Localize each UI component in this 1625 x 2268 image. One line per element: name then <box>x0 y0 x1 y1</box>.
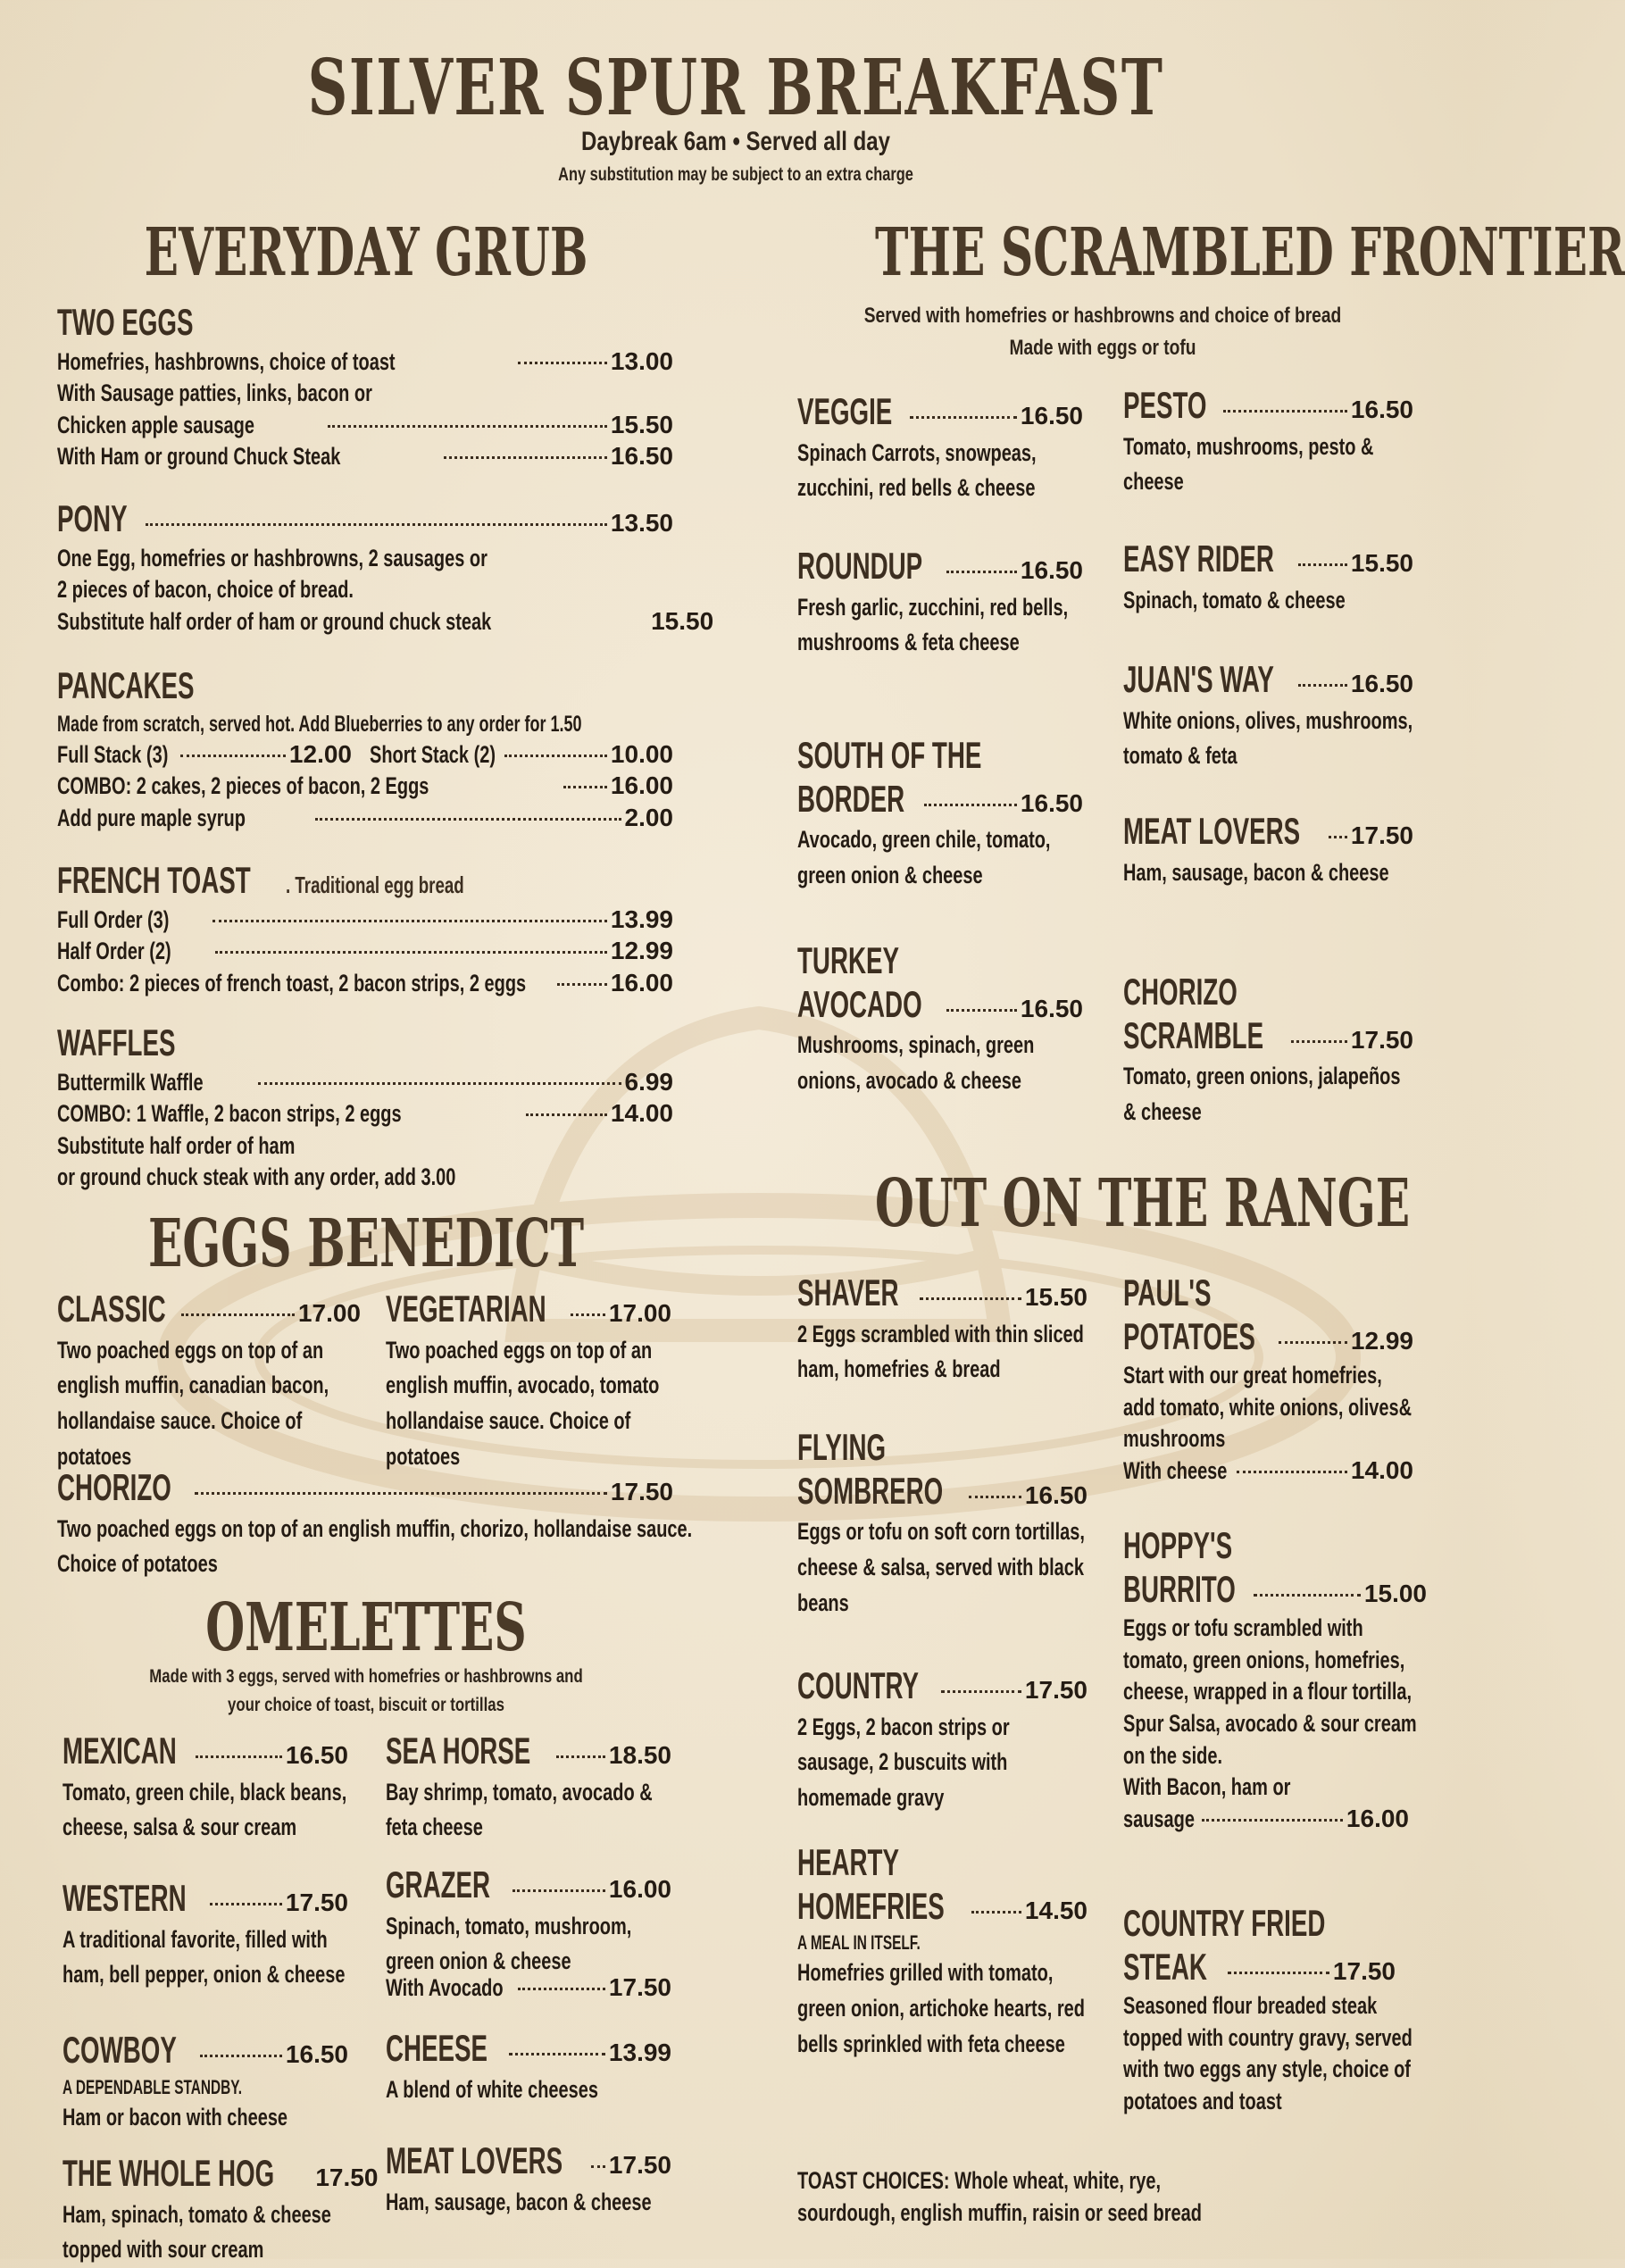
item-name: AVOCADO <box>797 981 922 1029</box>
item-line: With Bacon, ham or <box>1123 1772 1290 1804</box>
item-subtitle: . Traditional egg bread <box>286 871 464 899</box>
item-name: CHORIZO <box>57 1464 171 1512</box>
item-price: 12.99 <box>611 937 673 965</box>
item-description: Tomato, green chile, black beans, cheese, salsa & sour cream <box>62 1775 348 1847</box>
menu-item-western <box>62 1875 348 1993</box>
item-price: 17.50 <box>1351 1026 1413 1055</box>
toast-choices <box>797 2165 1422 2229</box>
menu-item-vegetarian <box>386 1286 671 1475</box>
item-price: 17.50 <box>611 1478 673 1506</box>
item-line: COMBO: 1 Waffle, 2 bacon strips, 2 eggs <box>57 1098 402 1130</box>
item-price: 16.50 <box>1021 789 1083 818</box>
item-price: 16.50 <box>1025 1481 1088 1510</box>
item-price: 16.50 <box>286 1741 348 1770</box>
item-price: 16.50 <box>1021 402 1083 430</box>
section-eggs-benedict: EGGS BENEDICT <box>141 1205 590 1282</box>
item-line: With Ham or ground Chuck Steak <box>57 441 340 473</box>
item-line: With Sausage patties, links, bacon or <box>57 378 372 410</box>
item-line: Buttermilk Waffle <box>57 1067 204 1099</box>
item-line: With Avocado <box>386 1972 504 2005</box>
item-line: Homefries, hashbrowns, choice of toast <box>57 346 396 379</box>
item-description: Tomato, green onions, jalapeños & cheese <box>1123 1059 1413 1130</box>
item-price: 6.99 <box>625 1068 674 1096</box>
item-name: HOMEFRIES <box>797 1883 945 1930</box>
menu-item-pesto <box>1123 382 1413 500</box>
item-price: 15.50 <box>611 411 673 439</box>
item-price: 13.99 <box>611 905 673 934</box>
item-price: 17.00 <box>609 1299 671 1328</box>
item-price: 12.00 <box>289 740 352 769</box>
item-price: 17.50 <box>315 2164 378 2192</box>
menu-item-cowboy <box>62 2027 348 2135</box>
item-name: VEGGIE <box>797 388 892 436</box>
menu-item-cheese <box>386 2025 671 2107</box>
item-price: 10.00 <box>611 740 673 769</box>
item-price: 17.50 <box>1351 821 1413 850</box>
item-price: 15.50 <box>1351 549 1413 578</box>
item-description: Bay shrimp, tomato, avocado & feta cheese <box>386 1775 671 1847</box>
item-name: ROUNDUP <box>797 543 922 590</box>
item-price: 13.50 <box>611 509 673 538</box>
menu-item-pony <box>57 496 673 638</box>
item-line: COMBO: 2 cakes, 2 pieces of bacon, 2 Eggs <box>57 771 429 803</box>
omelettes-note <box>102 1663 630 1719</box>
menu-item-chorizo-scramble <box>1123 969 1413 1130</box>
item-name: COUNTRY <box>797 1663 919 1710</box>
menu-item-classic <box>57 1286 361 1475</box>
item-price: 16.00 <box>611 969 673 997</box>
item-price: 16.50 <box>611 442 673 471</box>
item-name: SHAVER <box>797 1270 898 1317</box>
menu-item-pauls-potatoes <box>1123 1270 1413 1488</box>
item-description: A traditional favorite, filled with ham, bell pepper, onion & cheese <box>62 1922 348 1994</box>
menu-item-turkey-avocado <box>797 938 1083 1099</box>
item-price: 16.00 <box>609 1875 671 1904</box>
item-line: Half Order (2) <box>57 936 171 968</box>
item-price: 16.50 <box>1021 556 1083 585</box>
menu-item-hoppys-burrito <box>1123 1522 1427 1835</box>
menu-item-waffles <box>57 1020 673 1194</box>
item-name: PESTO <box>1123 382 1206 429</box>
menu-item-country-fried-steak <box>1123 1900 1427 2118</box>
menu-item-french-toast <box>57 857 673 999</box>
scrambled-note <box>835 300 1371 364</box>
menu-item-whole-hog <box>62 2150 348 2268</box>
item-description: Two poached eggs on top of an english muffin, canadian bacon, hollandaise sauce. Choice of potatoes <box>57 1333 361 1476</box>
item-name: POTATOES <box>1123 1313 1255 1361</box>
item-name: JUAN'S WAY <box>1123 656 1274 704</box>
item-line: Substitute half order of ham or ground chuck steak <box>57 606 491 638</box>
item-name: VEGETARIAN <box>386 1286 546 1333</box>
item-price: 13.00 <box>611 347 673 376</box>
item-name: PAUL'S <box>1123 1270 1315 1317</box>
toast-line: TOAST CHOICES: Whole wheat, white, rye, <box>797 2165 1161 2197</box>
item-name: WESTERN <box>62 1875 187 1922</box>
item-price: 13.99 <box>609 2039 671 2067</box>
item-price: 14.00 <box>1351 1456 1413 1485</box>
item-description: Two poached eggs on top of an english muffin, chorizo, hollandaise sauce. Choice of potatoes <box>57 1512 696 1583</box>
item-price: 16.50 <box>1351 396 1413 424</box>
section-out-on-the-range: OUT ON THE RANGE <box>875 1165 1330 1242</box>
section-everyday-grub: EVERYDAY GRUB <box>141 214 590 291</box>
item-price: 14.00 <box>611 1099 673 1128</box>
menu-item-veggie <box>797 388 1083 506</box>
item-price: 17.00 <box>298 1299 361 1328</box>
item-description: Ham, spinach, tomato & cheese topped with sour cream <box>62 2197 348 2268</box>
item-name: SCRAMBLE <box>1123 1013 1263 1060</box>
item-line: With cheese <box>1123 1455 1227 1488</box>
item-price: 12.99 <box>1351 1327 1413 1355</box>
item-name: MEAT LOVERS <box>386 2138 562 2185</box>
item-line: Short Stack (2) <box>370 739 496 771</box>
item-name: WAFFLES <box>57 1020 463 1067</box>
item-name: SOUTH OF THE <box>797 732 986 780</box>
menu-item-easy-rider <box>1123 536 1413 618</box>
item-description: Seasoned flour breaded steak topped with country gravy, served with two eggs any style, choice of potatoes and toast <box>1123 1990 1427 2118</box>
item-line: or ground chuck steak with any order, add 3.00 <box>57 1162 455 1194</box>
item-name: GRAZER <box>386 1862 490 1909</box>
item-description: Ham or bacon with cheese <box>62 2100 348 2136</box>
item-name: BORDER <box>797 776 904 823</box>
item-line: Add pure maple syrup <box>57 803 246 835</box>
menu-item-grazer <box>386 1862 671 2005</box>
item-note: Made from scratch, served hot. Add Blueberries to any order for 1.50 <box>57 710 581 739</box>
item-name: TURKEY <box>797 938 986 985</box>
item-price: 17.50 <box>609 1973 671 2002</box>
menu-item-country <box>797 1663 1088 1816</box>
item-tag: A DEPENDABLE STANDBY. <box>62 2074 242 2100</box>
item-name: PONY <box>57 496 128 543</box>
note-line: your choice of toast, biscuit or tortillas <box>102 1691 630 1720</box>
item-price: 16.50 <box>286 2040 348 2069</box>
item-name: BURRITO <box>1123 1566 1236 1613</box>
item-description: Tomato, mushrooms, pesto & cheese <box>1123 429 1413 501</box>
item-price: 14.50 <box>1025 1897 1088 1925</box>
item-price: 16.00 <box>1346 1805 1409 1833</box>
menu-item-hearty-homefries <box>797 1839 1088 2063</box>
item-line: Full Stack (3) <box>57 739 168 771</box>
item-description: Start with our great homefries, add tomato, white onions, olives& mushrooms <box>1123 1360 1413 1455</box>
item-name: COWBOY <box>62 2027 177 2074</box>
item-description: Fresh garlic, zucchini, red bells, mushrooms & feta cheese <box>797 590 1083 662</box>
item-name: CLASSIC <box>57 1286 166 1333</box>
item-name: COUNTRY FRIED <box>1123 1900 1323 1947</box>
item-description: Homefries grilled with tomato, green onion, artichoke hearts, red bells sprinkled with feta cheese <box>797 1955 1088 2063</box>
menu-item-pancakes <box>57 663 673 834</box>
item-price: 15.50 <box>651 607 713 636</box>
menu-title: SILVER SPUR BREAKFAST <box>206 43 1266 133</box>
item-description: A blend of white cheeses <box>386 2072 671 2108</box>
item-price: 15.50 <box>1025 1283 1088 1312</box>
item-name: MEXICAN <box>62 1728 177 1775</box>
item-description: Spinach, tomato & cheese <box>1123 583 1413 619</box>
substitution-note: Any substitution may be subject to an extra charge <box>162 164 1309 186</box>
item-name: PANCAKES <box>57 663 463 710</box>
item-name: FLYING <box>797 1424 989 1472</box>
note-line: Served with homefries or hashbrowns and choice of bread <box>835 300 1371 332</box>
item-name: HOPPY'S <box>1123 1522 1323 1570</box>
item-price: 16.00 <box>611 771 673 800</box>
item-name: MEAT LOVERS <box>1123 808 1300 855</box>
item-description: Spinach Carrots, snowpeas, zucchini, red bells & cheese <box>797 436 1083 507</box>
item-price: 17.50 <box>1025 1676 1088 1705</box>
item-price: 16.50 <box>1021 995 1083 1023</box>
item-line: Chicken apple sausage <box>57 410 254 442</box>
toast-line: sourdough, english muffin, raisin or seed bread <box>797 2197 1202 2230</box>
item-name: THE WHOLE HOG <box>62 2150 274 2197</box>
item-line: sausage <box>1123 1804 1195 1836</box>
item-name: CHORIZO <box>1123 969 1315 1016</box>
item-description: Ham, sausage, bacon & cheese <box>1123 855 1413 891</box>
menu-item-mexican <box>62 1728 348 1846</box>
item-line: One Egg, homefries or hashbrowns, 2 sausages or <box>57 543 488 575</box>
menu-item-south-of-the-border <box>797 732 1083 894</box>
item-name: STEAK <box>1123 1944 1207 1991</box>
item-price: 15.00 <box>1364 1580 1427 1608</box>
item-description: Two poached eggs on top of an english muffin, avocado, tomato hollandaise sauce. Choice of potatoes <box>386 1333 671 1476</box>
item-description: Eggs or tofu scrambled with tomato, green onions, homefries, cheese, wrapped in a flour tortilla, Spur Salsa, avocado & sour cream on the side. <box>1123 1613 1427 1772</box>
menu-item-flying-sombrero <box>797 1424 1088 1622</box>
item-line: 2 pieces of bacon, choice of bread. <box>57 574 354 606</box>
item-price: 16.50 <box>1351 670 1413 698</box>
menu-item-two-eggs <box>57 299 673 473</box>
item-description: 2 Eggs scrambled with thin sliced ham, homefries & bread <box>797 1317 1088 1388</box>
menu-item-chorizo-benedict <box>57 1464 673 1582</box>
item-name: TWO EGGS <box>57 299 463 346</box>
section-omelettes: OMELETTES <box>141 1589 590 1666</box>
item-tag: A MEAL IN ITSELF. <box>797 1930 921 1955</box>
item-price: 2.00 <box>625 804 674 832</box>
note-line: Made with 3 eggs, served with homefries or hashbrowns and <box>102 1663 630 1691</box>
item-description: Mushrooms, spinach, green onions, avocado & cheese <box>797 1028 1083 1099</box>
item-description: Spinach, tomato, mushroom, green onion & cheese <box>386 1909 671 1980</box>
menu-item-meat-lovers-omelette <box>386 2138 671 2220</box>
item-name: HEARTY <box>797 1839 989 1887</box>
section-scrambled-frontier: THE SCRAMBLED FRONTIER <box>875 214 1330 291</box>
item-name: SOMBRERO <box>797 1468 943 1515</box>
menu-hours: Daybreak 6am • Served all day <box>147 127 1324 157</box>
item-description: Avocado, green chile, tomato, green onion & cheese <box>797 822 1083 894</box>
item-name: FRENCH TOAST <box>57 857 251 905</box>
item-description: 2 Eggs, 2 bacon strips or sausage, 2 buscuits with homemade gravy <box>797 1710 1088 1817</box>
menu-item-juans-way <box>1123 656 1413 774</box>
item-description: Ham, sausage, bacon & cheese <box>386 2185 671 2221</box>
item-description: White onions, olives, mushrooms, tomato & feta <box>1123 704 1413 775</box>
item-description: Eggs or tofu on soft corn tortillas, cheese & salsa, served with black beans <box>797 1514 1088 1622</box>
item-name: SEA HORSE <box>386 1728 530 1775</box>
menu-item-roundup <box>797 543 1083 661</box>
item-line: Substitute half order of ham <box>57 1130 295 1163</box>
item-price: 17.50 <box>1333 1957 1396 1986</box>
item-price: 17.50 <box>609 2151 671 2180</box>
note-line: Made with eggs or tofu <box>835 332 1371 364</box>
menu-item-sea-horse <box>386 1728 671 1846</box>
item-name: EASY RIDER <box>1123 536 1274 583</box>
item-line: Full Order (3) <box>57 905 169 937</box>
item-name: CHEESE <box>386 2025 488 2072</box>
item-price: 17.50 <box>286 1889 348 1917</box>
item-price: 18.50 <box>609 1741 671 1770</box>
menu-item-shaver <box>797 1270 1088 1388</box>
menu-item-meat-lovers-scramble <box>1123 808 1413 890</box>
item-line: Combo: 2 pieces of french toast, 2 bacon strips, 2 eggs <box>57 968 526 1000</box>
